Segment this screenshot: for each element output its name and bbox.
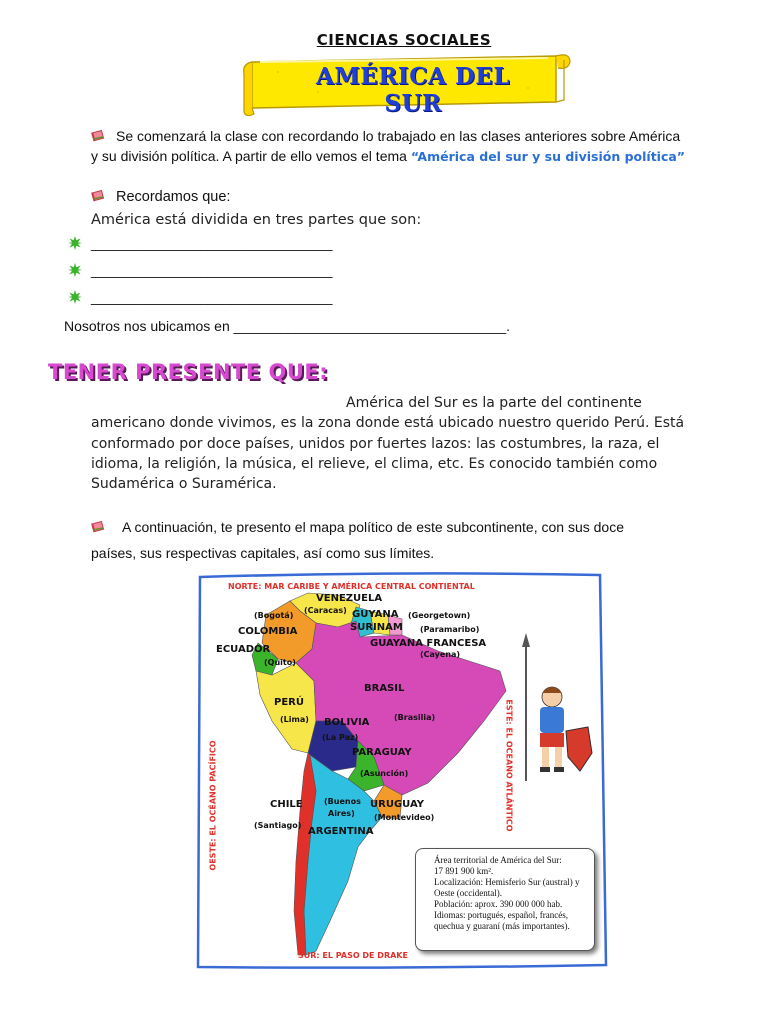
tener-heading: TENER PRESENTE QUE: xyxy=(48,360,329,384)
label-bogota: (Bogotá) xyxy=(254,611,294,620)
recall-statement: América está dividida en tres partes que son: xyxy=(91,212,422,228)
map-south-label: SUR: EL PASO DE DRAKE xyxy=(298,951,408,960)
info-line: quechua y guaraní (más importantes). xyxy=(434,921,570,931)
label-santiago: (Santiago) xyxy=(254,821,302,830)
banner-title: AMÉRICA DEL SUR xyxy=(315,63,510,117)
label-aires: Aires) xyxy=(328,809,355,818)
info-line: 17 891 900 km². xyxy=(434,866,494,876)
intro-line-1: Se comenzará la clase con recordando lo trabajado en las clases anteriores sobre América xyxy=(116,128,681,144)
label-lapaz: (La Paz) xyxy=(322,733,359,742)
continuation-paragraph xyxy=(91,517,761,563)
label-surinam: SURINAM xyxy=(350,622,403,633)
label-georgetown: (Georgetown) xyxy=(408,611,471,620)
label-argentina: ARGENTINA xyxy=(308,826,374,837)
tener-line-3: conformado por doce países, unidos por fuertes lazos: las costumbres, la raza, el xyxy=(91,436,660,452)
book-bullet-icon xyxy=(91,189,105,202)
location-suffix: . xyxy=(506,318,511,334)
tener-line-4: idioma, la religión, la música, el relieve, el clima, etc. Es conocido también como xyxy=(91,456,658,472)
location-blank[interactable]: ___________________________________ xyxy=(233,318,507,334)
label-brasil: BRASIL xyxy=(364,683,405,694)
star-bullet-icon xyxy=(68,236,82,250)
blank-answer-3[interactable]: _______________________________ xyxy=(91,289,333,305)
tener-line-1: América del Sur es la parte del continente xyxy=(346,395,642,411)
map-north-label: NORTE: MAR CARIBE Y AMÉRICA CENTRAL CONTIENTAL xyxy=(228,582,475,591)
book-bullet-icon xyxy=(91,520,105,533)
title-banner xyxy=(238,48,578,116)
recall-label-row xyxy=(91,186,230,207)
label-uruguay: URUGUAY xyxy=(370,799,424,810)
intro-topic: “América del sur y su división política” xyxy=(410,149,686,164)
info-line: Población: aprox. 390 000 000 hab. xyxy=(434,899,563,909)
label-guyana: GUYANA xyxy=(352,609,399,620)
label-caracas: (Caracas) xyxy=(304,606,347,615)
label-chile: CHILE xyxy=(270,799,303,810)
label-buenos: (Buenos xyxy=(324,797,361,806)
label-colombia: COLOMBIA xyxy=(238,626,298,637)
label-guayana-francesa: GUAYANA FRANCESA xyxy=(370,638,487,649)
location-prefix: Nosotros nos ubicamos en xyxy=(64,318,230,334)
label-lima: (Lima) xyxy=(280,715,309,724)
tener-line-2: americano donde vivimos, es la zona donde está ubicado nuestro querido Perú. Está xyxy=(91,415,685,431)
tener-line-5: Sudamérica o Suramérica. xyxy=(91,476,277,492)
label-cayena: (Cayena) xyxy=(420,650,461,659)
label-brasilia: (Brasilia) xyxy=(394,713,436,722)
blank-answer-1[interactable]: _______________________________ xyxy=(91,235,333,251)
book-bullet-icon xyxy=(91,129,105,142)
info-box xyxy=(415,848,595,951)
continuation-line-2: países, sus respectivas capitales, así como sus límites. xyxy=(91,545,435,561)
label-montevideo: (Montevideo) xyxy=(374,813,435,822)
location-row xyxy=(64,316,510,336)
star-bullet-icon xyxy=(68,290,82,304)
blank-line-item xyxy=(68,233,332,253)
star-bullet-icon xyxy=(68,263,82,277)
info-line: Idiomas: portugués, español, francés, xyxy=(434,910,568,920)
label-peru: PERÚ xyxy=(274,697,304,708)
info-line: Área territorial de América del Sur: xyxy=(434,855,562,865)
label-bolivia: BOLIVIA xyxy=(324,717,370,728)
info-line: Localización: Hemisferio Sur (austral) y xyxy=(434,877,580,887)
intro-paragraph xyxy=(91,126,751,167)
info-line: Oeste (occidental). xyxy=(434,888,502,898)
label-asuncion: (Asunción) xyxy=(360,769,409,778)
label-ecuador: ECUADOR xyxy=(216,644,271,655)
label-paraguay: PARAGUAY xyxy=(352,747,412,758)
recall-label: Recordamos que: xyxy=(116,189,231,205)
map-west-label: OESTE: EL OCÉANO PACÍFICO xyxy=(208,740,218,871)
continuation-line-1: A continuación, te presento el mapa político de este subcontinente, con sus doce xyxy=(122,519,624,535)
intro-line-2: y su división política. A partir de ello vemos el tema xyxy=(91,148,411,164)
blank-line-item xyxy=(68,260,332,280)
subject-title: CIENCIAS SOCIALES xyxy=(316,31,492,49)
map-east-label: ESTE: EL OCEANO ATLÁNTICO xyxy=(504,699,514,832)
label-venezuela: VENEZUELA xyxy=(316,593,383,604)
label-quito: (Quito) xyxy=(264,658,296,667)
blank-answer-2[interactable]: _______________________________ xyxy=(91,262,333,278)
blank-line-item xyxy=(68,287,332,307)
label-paramaribo: (Paramaribo) xyxy=(420,625,480,634)
